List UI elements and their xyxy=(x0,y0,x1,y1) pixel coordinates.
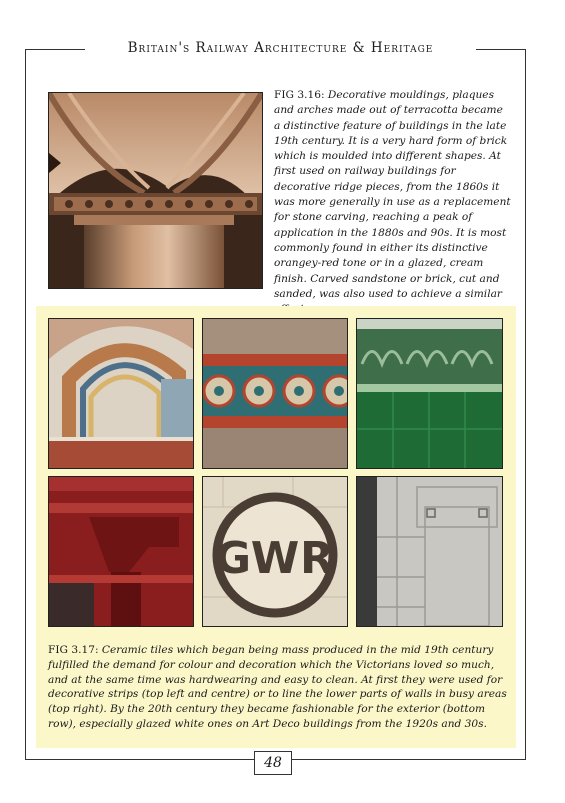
fig-3-16-text: Decorative mouldings, plaques and arches made out of terracotta became a distinctive feature of buildings in the late 19th century. It is a very hard form of brick which is moulded into different shapes. At first used on railway buildings for decorative ridge pieces, from the 1860s it was more generally in use as a replacement for stone carving, reaching a peak of application in the 1880s and 90s. It is most commonly found in either its distinctive orangey-red tone or in a glazed, cream finish. Carved sandstone or brick, cut and sanded, was also used to achieve a similar xyxy=(274,89,511,300)
white-art-deco-tiles-photo xyxy=(356,476,503,627)
green-glazed-tiles-photo xyxy=(356,318,503,469)
header-rule-right xyxy=(476,49,525,50)
gwr-letter-r: R xyxy=(300,533,334,584)
gwr-letter-g: G xyxy=(214,533,252,584)
terracotta-column-photo xyxy=(48,92,263,289)
gwr-plaque-photo xyxy=(202,476,348,627)
fig-3-17-text: Ceramic tiles which began being mass produced in the mid 19th century fulfilled the demand for colour and decoration which the Victorians loved so much, and at the same time was hardwearing and easy to clean. At first they were used for decorative strips (top left and centre) or to line the lower parts of walls in busy areas (top right). By the 20th century they became fashionable for the exterior (bottom row), especially glazed white ones on Art Deco buildings from the 1920s and 30s. xyxy=(48,644,507,730)
fig-3-16-caption xyxy=(274,88,512,317)
fig-3-17-label: FIG 3.17: xyxy=(48,644,99,656)
fig-3-17-caption xyxy=(48,643,510,732)
fig-3-16-label: FIG 3.16: xyxy=(274,89,325,101)
running-header: Britain's Railway Architecture & Heritage xyxy=(127,40,434,56)
gwr-letter-w: W xyxy=(250,533,300,584)
tiled-arch-photo xyxy=(48,318,194,469)
red-glazed-bracket-photo xyxy=(48,476,194,627)
page-number: 48 xyxy=(254,751,292,775)
header-rule-left xyxy=(25,49,85,50)
decorative-tile-strip-photo xyxy=(202,318,348,469)
